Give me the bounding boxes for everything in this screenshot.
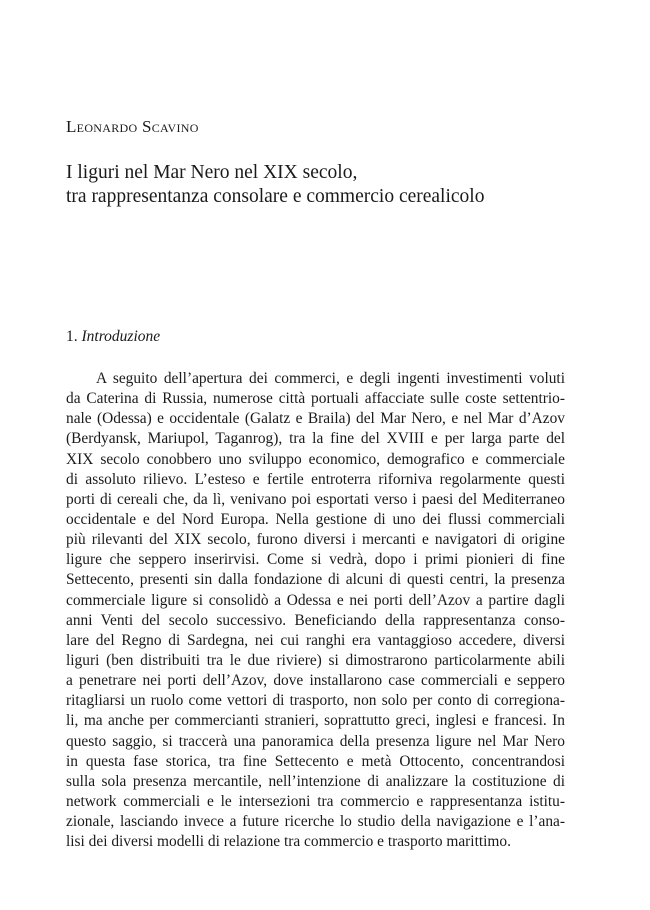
body-line: (Berdyansk, Mariupol, Taganrog), tra la fine del XVIII e per larga parte del [66,430,565,448]
body-line: lisi dei diversi modelli di relazione tra commercio e trasporto marittimo. [66,833,511,851]
body-line: zionale, lasciando invece a future ricerche lo studio della navigazione e l’ana- [66,813,565,831]
section-number: 1. [66,328,78,345]
body-line: a penetrare nei porti dell’Azov, dove installarono case commerciali e seppero [66,672,565,690]
body-line: A seguito dell’apertura dei commerci, e degli ingenti investimenti voluti [96,370,565,387]
body-line: occidentale e del Nord Europa. Nella gestione di uno dei flussi commerciali [66,510,565,528]
body-line: commerciale ligure si consolidò a Odessa e nei porti dell’Azov a partire dagli [66,591,565,609]
author-name: Leonardo Scavino [66,117,199,136]
body-paragraph [66,369,565,852]
section-label: Introduzione [81,328,161,345]
body-line: in questa fase storica, tra fine Settecento e metà Ottocento, concentrandosi [66,752,565,770]
body-line: XIX secolo conobbero uno sviluppo economico, demografico e commerciale [66,450,565,468]
article-title [66,161,586,209]
title-line: I liguri nel Mar Nero nel XIX secolo, [66,162,358,183]
body-line: ritagliarsi un ruolo come vettori di trasporto, non solo per conto di corregiona- [66,692,565,710]
body-line: anni Venti del secolo successivo. Beneficiando della rappresentanza conso- [66,611,565,629]
title-line: tra rappresentanza consolare e commercio cerealicolo [66,186,485,207]
body-line: sulla sola presenza mercantile, nell’intenzione di analizzare la costituzione di [66,772,565,790]
body-line: di assoluto rilievo. L’esteso e fertile entroterra riforniva regolarmente questi [66,470,565,488]
body-line: porti di cereali che, da lì, venivano poi esportati verso i paesi del Mediterraneo [66,490,565,508]
body-line: lare del Regno di Sardegna, nei cui ranghi era vantaggioso accedere, diversi [66,631,565,649]
body-line: questo saggio, si traccerà una panoramica della presenza ligure nel Mar Nero [66,732,565,750]
body-line: nale (Odessa) e occidentale (Galatz e Braila) del Mar Nero, e nel Mar d’Azov [66,410,565,428]
body-line: più rilevanti del XIX secolo, furono diversi i mercanti e navigatori di origine [66,531,565,549]
body-line: li, ma anche per commercianti stranieri, soprattutto greci, inglesi e francesi. In [66,712,565,730]
body-line: Settecento, presenti sin dalla fondazione di alcuni di questi centri, la presenza [66,571,565,589]
body-line: ligure che seppero inserirvisi. Come si vedrà, dopo i primi pionieri di fine [66,551,565,569]
body-line: liguri (ben distribuiti tra le due riviere) si dimostrarono particolarmente abili [66,651,565,669]
body-line: da Caterina di Russia, numerose città portuali affacciate sulle coste settentrio- [66,390,565,408]
body-line: network commerciali e le intersezioni tra commercio e rappresentanza istitu- [66,792,565,810]
section-heading [66,328,160,346]
